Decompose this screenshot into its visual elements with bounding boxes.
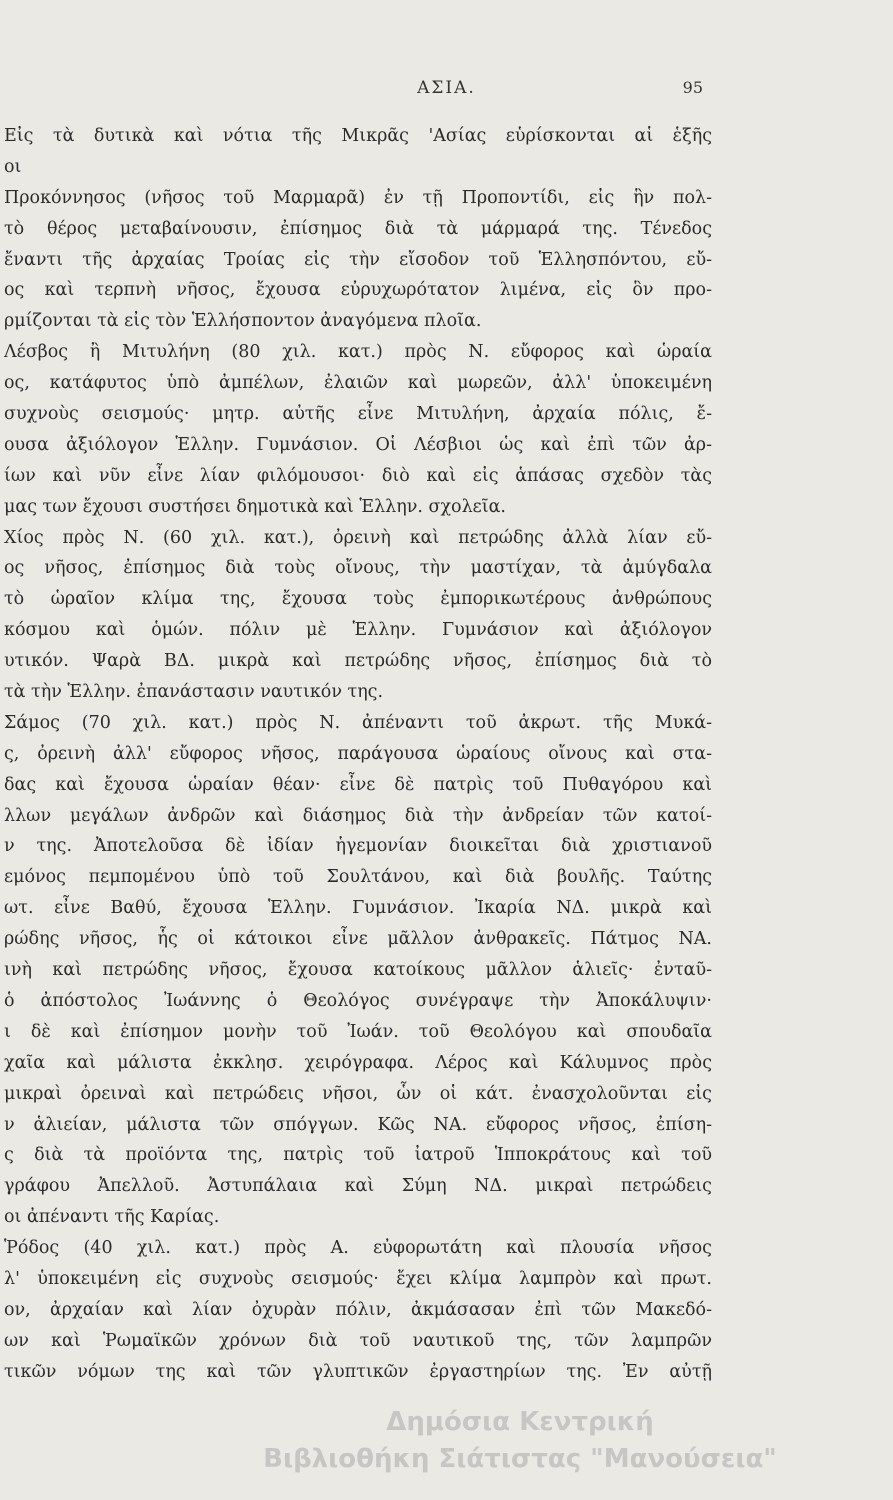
text-line: ος νῆσος, ἐπίσημος διὰ τοὺς οἴνους, τὴν μαστίχαν, τὰ ἀμύγδαλα [4,558,712,579]
text-line: δας καὶ ἔχουσα ὡραίαν θέαν· εἶνε δὲ πατρὶς τοῦ Πυθαγόρου καὶ [4,774,712,795]
text-line: ος καὶ τερπνὴ νῆσος, ἔχουσα εὐρυχωρότατον λιμένα, εἰς ὃν προ- [4,280,712,301]
text-line: Προκόννησος (νῆσος τοῦ Μαρμαρᾶ) ἐν τῇ Προποντίδι, εἰς ἣν πολ- [4,187,712,208]
page-number: 95 [682,78,703,97]
text-line: ων καὶ Ῥωμαϊκῶν χρόνων διὰ τοῦ ναυτικοῦ της, τῶν λαμπρῶν [4,1330,712,1351]
text-line: κόσμου καὶ ὁμών. πόλιν μὲ Ἑλλην. Γυμνάσιον καὶ ἀξιόλογον [4,620,712,641]
text-line: ρμίζονται τὰ εἰς τὸν Ἑλλήσποντον ἀναγόμενα πλοῖα. [4,311,482,332]
text-line: ι δὲ καὶ ἐπίσημον μονὴν τοῦ Ἰωάν. τοῦ Θεολόγου καὶ σπουδαῖα [4,1021,712,1042]
text-line: τικῶν νόμων της καὶ τῶν γλυπτικῶν ἐργαστηρίων της. Ἐν αὐτῇ [4,1361,712,1382]
text-line: Ῥόδος (40 χιλ. κατ.) πρὸς Α. εὐφορωτάτη καὶ πλουσία νῆσος [4,1238,712,1259]
text-line: μας των ἔχουσι συστήσει δημοτικὰ καὶ Ἑλλην. σχολεῖα. [4,496,506,517]
text-line: μικραὶ ὀρειναὶ καὶ πετρώδεις νῆσοι, ὧν οἱ κάτ. ἐνασχολοῦνται εἰς [4,1083,712,1104]
text-line: γράφου Ἀπελλοῦ. Ἀστυπάλαια καὶ Σύμη ΝΔ. μικραὶ πετρώδεις [4,1176,712,1197]
text-line: οι ἀπέναντι τῆς Καρίας. [4,1207,220,1228]
text-line: εμόνος πεμπομένου ὑπὸ τοῦ Σουλτάνου, καὶ διὰ βουλῆς. Ταύτης [4,867,712,888]
text-line: ίων καὶ νῦν εἶνε λίαν φιλόμουσοι· διὸ καὶ εἰς ἁπάσας σχεδὸν τὰς [4,465,712,486]
text-line: υτικόν. Ψαρὰ ΒΔ. μικρὰ καὶ πετρώδης νῆσος, ἐπίσημος διὰ τὸ [4,651,712,672]
text-line: ἔναντι τῆς ἀρχαίας Τροίας εἰς τὴν εἴσοδον τοῦ Ἑλλησπόντου, εὔ- [4,249,712,270]
text-line: συχνοὺς σεισμούς· μητρ. αὐτῆς εἶνε Μιτυλήνη, ἀρχαία πόλις, ἔ- [4,404,712,425]
text-line: χαῖα καὶ μάλιστα ἐκκλησ. χειρόγραφα. Λέρος καὶ Κάλυμνος πρὸς [4,1052,712,1073]
text-line: ον, ἀρχαίαν καὶ λίαν ὀχυρὰν πόλιν, ἀκμάσασαν ἐπὶ τῶν Μακεδό- [4,1299,712,1320]
text-line: λλων μεγάλων ἀνδρῶν καὶ διάσημος διὰ τὴν ἀνδρείαν τῶν κατοί- [4,805,712,826]
library-watermark-line1: Δημόσια Κεντρική [386,1407,654,1437]
text-line: Λέσβος ἢ Μιτυλήνη (80 χιλ. κατ.) πρὸς Ν. εὔφορος καὶ ὡραία [4,342,712,363]
text-line: ν ἁλιείαν, μάλιστα τῶν σπόγγων. Κῶς ΝΑ. εὔφορος νῆσος, ἐπίση- [4,1114,712,1135]
text-line: ν της. Ἀποτελοῦσα δὲ ἰδίαν ἡγεμονίαν διοικεῖται διὰ χριστιανοῦ [4,836,712,857]
text-line: Χίος πρὸς Ν. (60 χιλ. κατ.), ὀρεινὴ καὶ πετρώδης ἀλλὰ λίαν εὔ- [4,527,712,548]
text-line: ινὴ καὶ πετρώδης νῆσος, ἔχουσα κατοίκους μᾶλλον ἁλιεῖς· ἐνταῦ- [4,960,712,981]
running-header-title: ΑΣΙΑ. [417,78,476,98]
text-line: τὸ θέρος μεταβαίνουσιν, ἐπίσημος διὰ τὰ μάρμαρά της. Τένεδος [4,218,712,239]
text-line: ωτ. εἶνε Βαθύ, ἔχουσα Ἑλλην. Γυμνάσιον. Ἰκαρία ΝΔ. μικρὰ καὶ [4,898,712,919]
body-text [4,121,712,1388]
text-line: Σάμος (70 χιλ. κατ.) πρὸς Ν. ἀπέναντι τοῦ ἀκρωτ. τῆς Μυκά- [4,712,712,733]
text-line: Εἰς τὰ δυτικὰ καὶ νότια τῆς Μικρᾶς 'Ασίας εὑρίσκονται αἱ ἑξῆς [4,126,712,146]
text-line: ρώδης νῆσος, ἧς οἱ κάτοικοι εἶνε μᾶλλον ἀνθρακεῖς. Πάτμος ΝΑ. [4,929,712,950]
text-line: ος, κατάφυτος ὑπὸ ἀμπέλων, ἐλαιῶν καὶ μωρεῶν, ἀλλ' ὑποκειμένη [4,373,712,394]
text-line: οι [4,156,22,177]
text-line: ς διὰ τὰ προϊόντα της, πατρὶς τοῦ ἰατροῦ Ἱπποκράτους καὶ τοῦ [4,1145,712,1166]
text-line: ουσα ἀξιόλογον Ἑλλην. Γυμνάσιον. Οἱ Λέσβιοι ὡς καὶ ἐπὶ τῶν ἀρ- [4,434,712,455]
text-line: ὁ ἀπόστολος Ἰωάννης ὁ Θεολόγος συνέγραψε τὴν Ἀποκάλυψιν· [4,990,712,1011]
text-line: τὰ τὴν Ἑλλην. ἐπανάστασιν ναυτικόν της. [4,682,384,703]
text-line: τὸ ὡραῖον κλίμα της, ἔχουσα τοὺς ἐμπορικωτέρους ἀνθρώπους [4,589,712,610]
text-line: ς, ὀρεινὴ ἀλλ' εὔφορος νῆσος, παράγουσα ὡραίους οἴνους καὶ στα- [4,743,712,764]
text-line: λ' ὑποκειμένη εἰς συχνοὺς σεισμούς· ἔχει κλίμα λαμπρὸν καὶ πρωτ. [4,1268,712,1289]
library-watermark-line2: Βιβλιοθήκη Σιάτιστας "Μανούσεια" [263,1444,777,1474]
